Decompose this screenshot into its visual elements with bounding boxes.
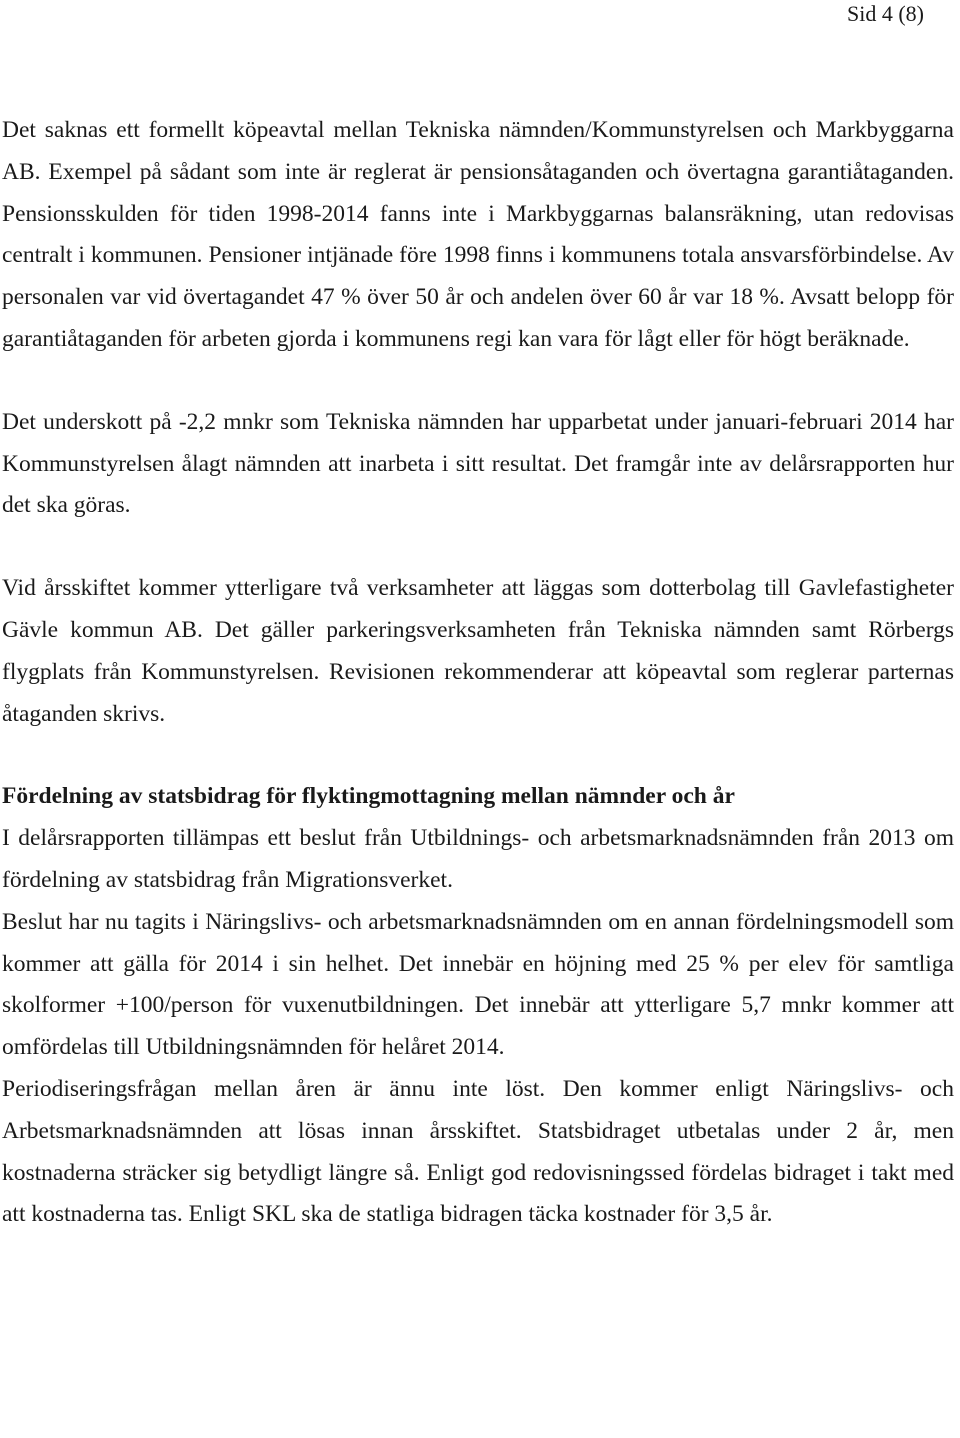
section-body xyxy=(2,818,954,1236)
section-grant-distribution xyxy=(2,776,954,1236)
page-number: Sid 4 (8) xyxy=(847,1,924,26)
section-paragraph: Beslut har nu tagits i Näringslivs- och arbetsmarknadsnämnden om en annan fördelningsmodell som kommer att gälla för 2014 i sin helhet. Det innebär en höjning med 25 % per elev för samtliga skolformer +100/person för vuxenutbildningen. Det innebär att ytterligare 5,7 mnkr kommer att omfördelas till Utbildningsnämnden för helåret 2014. xyxy=(2,908,954,1061)
paragraph-purchase-agreement: Det saknas ett formellt köpeavtal mellan Tekniska nämnden/Kommunstyrelsen och Markbyggarna AB. Exempel på sådant som inte är reglerat är pensionsåtaganden och övertagna garantiåtaganden. Pensionsskulden för tiden 1998-2014 fanns inte i Markbyggarnas balansräkning, utan redovisas centralt i kommunen. Pensioner intjänade före 1998 finns i kommunens totala ansvarsförbindelse. Av personalen var vid övertagandet 47 % över 50 år och andelen över 60 år var 18 %. Avsatt belopp för garantiåtaganden för arbeten gjorda i kommunens regi kan vara för lågt eller för högt beräknade. xyxy=(2,117,954,352)
section-paragraph: I delårsrapporten tillämpas ett beslut från Utbildnings- och arbetsmarknadsnämnden från 2013 om fördelning av statsbidrag från Migrationsverket. xyxy=(2,825,954,893)
section-heading: Fördelning av statsbidrag för flyktingmottagning mellan nämnder och år xyxy=(2,783,735,810)
paragraph-subsidiaries: Vid årsskiftet kommer ytterligare två verksamheter att läggas som dotterbolag till Gavlefastigheter Gävle kommun AB. Det gäller parkeringsverksamheten från Tekniska nämnden samt Rörbergs flygplats från Kommunstyrelsen. Revisionen rekommenderar att köpeavtal som reglerar parternas åtaganden skrivs. xyxy=(2,575,954,727)
section-paragraph: Periodiseringsfrågan mellan åren är ännu inte löst. Den kommer enligt Näringslivs- och Arbetsmarknadsnämnden att lösas innan årsskiftet. Statsbidraget utbetalas under 2 år, men kostnaderna sträcker sig betydligt längre så. Enligt god redovisningssed fördelas bidraget i takt med att kostnaderna tas. Enligt SKL ska de statliga bidragen täcka kostnader för 3,5 år. xyxy=(2,1075,954,1228)
paragraph-deficit: Det underskott på -2,2 mnkr som Tekniska nämnden har upparbetat under januari-februari 2014 har Kommunstyrelsen ålagt nämnden att inarbeta i sitt resultat. Det framgår inte av delårsrapporten hur det ska göras. xyxy=(2,408,954,519)
document-body xyxy=(2,110,954,1236)
